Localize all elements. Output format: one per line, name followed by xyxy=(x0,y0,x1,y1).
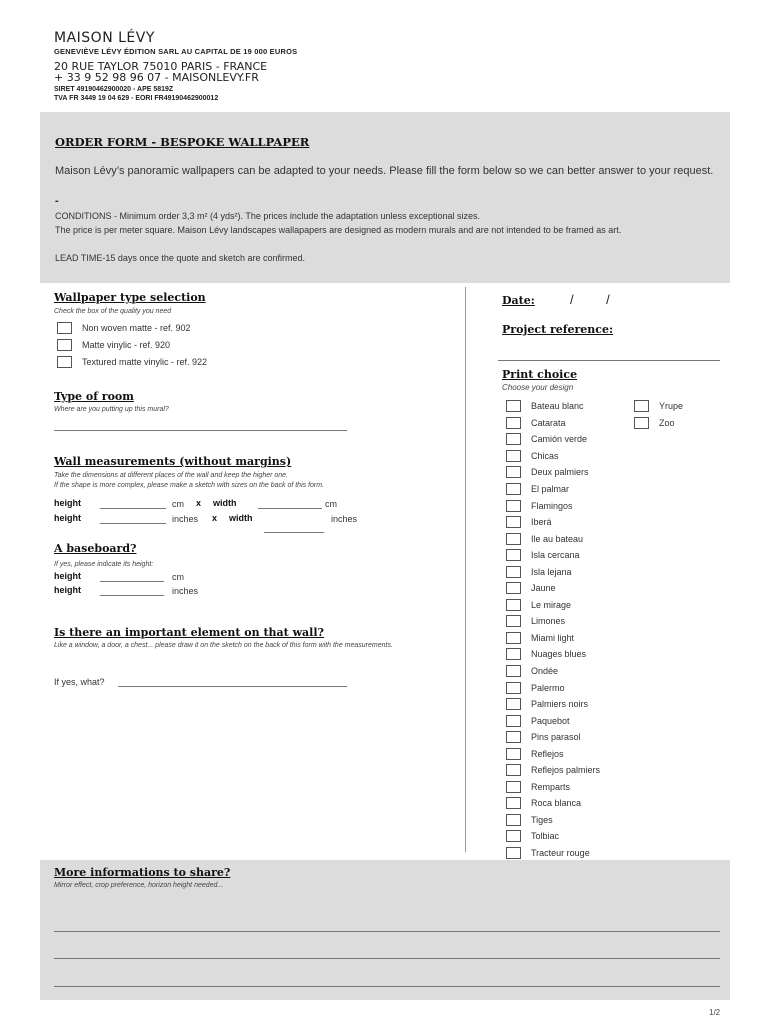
date-label: Date: xyxy=(502,294,535,307)
project-reference-field[interactable] xyxy=(498,360,720,361)
checkbox[interactable] xyxy=(506,648,521,660)
design-option[interactable]: Roca blanca xyxy=(506,795,600,812)
design-list-col1 xyxy=(506,398,600,861)
more-info-line-1[interactable] xyxy=(54,931,720,932)
intro-text: Maison Lévy’s panoramic wallpapers can be adapted to your needs. Please fill the form below so we can better answer to your request. xyxy=(55,165,714,177)
checkbox[interactable] xyxy=(506,516,521,528)
design-option[interactable]: El palmar xyxy=(506,481,600,498)
design-option[interactable]: Chicas xyxy=(506,448,600,465)
wallpaper-option-902[interactable]: Non woven matte - ref. 902 xyxy=(57,319,207,336)
design-option[interactable]: Zoo xyxy=(634,415,683,432)
if-yes-field[interactable] xyxy=(118,686,347,687)
checkbox[interactable] xyxy=(506,483,521,495)
wall-width-label-cm: width xyxy=(213,498,237,508)
checkbox[interactable] xyxy=(506,549,521,561)
siret-line: SIRET 49190462900020 - APE 5819Z xyxy=(54,86,174,93)
company-ids xyxy=(54,85,218,103)
checkbox[interactable] xyxy=(506,830,521,842)
wall-measurements-title: Wall measurements (without margins) xyxy=(54,455,292,468)
address-line-1: 20 RUE TAYLOR 75010 PARIS - FRANCE xyxy=(54,60,268,73)
checkbox[interactable] xyxy=(634,417,649,429)
checkbox[interactable] xyxy=(506,599,521,611)
checkbox[interactable] xyxy=(506,665,521,677)
design-option[interactable]: Isla lejana xyxy=(506,563,600,580)
baseboard-height-label-inches: height xyxy=(54,585,81,595)
wallpaper-type-title: Wallpaper type selection xyxy=(54,291,206,304)
baseboard-hint: If yes, please indicate its height: xyxy=(54,561,154,568)
lead-time-text: LEAD TIME-15 days once the quote and sketch are confirmed. xyxy=(55,253,305,263)
baseboard-title: A baseboard? xyxy=(54,542,137,555)
checkbox[interactable] xyxy=(506,433,521,445)
wall-height-inches-unit: inches xyxy=(172,514,199,524)
wall-width-inches-field[interactable] xyxy=(264,532,324,533)
times-sign: x xyxy=(196,498,202,508)
project-reference-label: Project reference: xyxy=(502,323,614,336)
design-option[interactable]: Flamingos xyxy=(506,497,600,514)
checkbox[interactable] xyxy=(57,339,72,351)
order-form-title: ORDER FORM - BESPOKE WALLPAPER xyxy=(55,135,310,149)
brand-name: MAISON LÉVY xyxy=(54,30,155,46)
times-sign: x xyxy=(212,513,218,523)
checkbox[interactable] xyxy=(506,715,521,727)
print-choice-title: Print choice xyxy=(502,368,578,381)
checkbox[interactable] xyxy=(506,698,521,710)
baseboard-inches-field[interactable] xyxy=(100,595,164,596)
checkbox[interactable] xyxy=(506,797,521,809)
baseboard-inches-unit: inches xyxy=(172,586,199,596)
checkbox[interactable] xyxy=(506,566,521,578)
important-element-title: Is there an important element on that wall? xyxy=(54,626,324,639)
design-option[interactable]: Yrupe xyxy=(634,398,683,415)
wall-height-label-inches: height xyxy=(54,513,81,523)
wallpaper-option-920[interactable]: Matte vinylic - ref. 920 xyxy=(57,336,207,353)
more-info-title: More informations to share? xyxy=(54,866,231,879)
design-list-col2 xyxy=(634,398,683,431)
vat-line: TVA FR 3449 19 04 629 - EORI FR49190462900012 xyxy=(54,95,219,102)
if-yes-label: If yes, what? xyxy=(54,677,105,687)
design-option[interactable]: Ile au bateau xyxy=(506,530,600,547)
date-separators: / / xyxy=(570,292,610,307)
checkbox[interactable] xyxy=(506,615,521,627)
checkbox[interactable] xyxy=(506,682,521,694)
baseboard-cm-unit: cm xyxy=(172,572,184,582)
design-option[interactable]: Tolbiac xyxy=(506,828,600,845)
design-option[interactable]: Palmiers noirs xyxy=(506,696,600,713)
design-option[interactable]: Camión verde xyxy=(506,431,600,448)
conditions-text xyxy=(55,209,725,237)
room-title: Type of room xyxy=(54,390,134,403)
design-option[interactable]: Reflejos palmiers xyxy=(506,762,600,779)
baseboard-cm-field[interactable] xyxy=(100,581,164,582)
checkbox[interactable] xyxy=(506,500,521,512)
conditions-line-2: The price is per meter square. Maison Lévy landscapes wallapapers are designed as modern murals and are not intended to be framed as art. xyxy=(55,225,622,235)
design-option[interactable]: Limones xyxy=(506,613,600,630)
important-element-hint: Like a window, a door, a chest... please draw it on the sketch on the back of this form with the measurements. xyxy=(54,642,393,649)
design-option[interactable]: Nuages blues xyxy=(506,646,600,663)
checkbox[interactable] xyxy=(506,847,521,859)
wall-height-label-cm: height xyxy=(54,498,81,508)
checkbox[interactable] xyxy=(506,582,521,594)
more-info-hint: Mirror effect, crop preference, horizon height needed... xyxy=(54,882,224,889)
checkbox[interactable] xyxy=(506,731,521,743)
print-choice-hint: Choose your design xyxy=(502,383,574,392)
checkbox[interactable] xyxy=(506,814,521,826)
checkbox[interactable] xyxy=(57,322,72,334)
wall-width-cm-field[interactable] xyxy=(258,508,322,509)
checkbox[interactable] xyxy=(57,356,72,368)
checkbox[interactable] xyxy=(506,400,521,412)
checkbox[interactable] xyxy=(506,781,521,793)
wall-hint-2: If the shape is more complex, please make a sketch with sizes on the back of this form. xyxy=(54,482,325,489)
room-input-line[interactable] xyxy=(54,430,347,431)
design-option[interactable]: Le mirage xyxy=(506,597,600,614)
address-block xyxy=(54,61,267,83)
checkbox[interactable] xyxy=(634,400,649,412)
design-option[interactable]: Jaune xyxy=(506,580,600,597)
design-option[interactable]: Bateau blanc xyxy=(506,398,600,415)
design-option[interactable]: Ondée xyxy=(506,663,600,680)
wallpaper-type-hint: Check the box of the quality you need xyxy=(54,308,172,315)
design-option[interactable]: Reflejos xyxy=(506,745,600,762)
page-number: 1/2 xyxy=(709,1008,721,1017)
checkbox[interactable] xyxy=(506,466,521,478)
more-info-line-3[interactable] xyxy=(54,986,720,987)
checkbox[interactable] xyxy=(506,764,521,776)
wall-width-cm-unit: cm xyxy=(325,499,337,509)
checkbox[interactable] xyxy=(506,632,521,644)
more-info-line-2[interactable] xyxy=(54,958,720,959)
wall-height-cm-field[interactable] xyxy=(100,508,166,509)
design-option[interactable]: Pins parasol xyxy=(506,729,600,746)
design-option[interactable]: Remparts xyxy=(506,779,600,796)
design-option[interactable]: Palermo xyxy=(506,679,600,696)
wall-height-inches-field[interactable] xyxy=(100,523,166,524)
design-option[interactable]: Iberá xyxy=(506,514,600,531)
design-option[interactable]: Isla cercana xyxy=(506,547,600,564)
wallpaper-option-922[interactable]: Textured matte vinylic - ref. 922 xyxy=(57,353,207,370)
design-option[interactable]: Tiges xyxy=(506,812,600,829)
wall-hint-1: Take the dimensions at different places of the wall and keep the higher one. xyxy=(54,472,289,479)
design-option[interactable]: Paquebot xyxy=(506,712,600,729)
baseboard-height-label-cm: height xyxy=(54,571,81,581)
wallpaper-type-options xyxy=(57,319,207,370)
design-option[interactable]: Tracteur rouge xyxy=(506,845,600,862)
intro-separator: - xyxy=(55,195,59,207)
column-divider xyxy=(465,287,466,852)
design-option[interactable]: Miami light xyxy=(506,630,600,647)
checkbox[interactable] xyxy=(506,748,521,760)
address-line-2: + 33 9 52 98 96 07 - MAISONLEVY.FR xyxy=(54,71,259,84)
checkbox[interactable] xyxy=(506,450,521,462)
checkbox[interactable] xyxy=(506,417,521,429)
wall-width-label-inches: width xyxy=(229,513,253,523)
design-option[interactable]: Catarata xyxy=(506,415,600,432)
wall-height-cm-unit: cm xyxy=(172,499,184,509)
checkbox[interactable] xyxy=(506,533,521,545)
wall-width-inches-unit: inches xyxy=(331,514,358,524)
conditions-line-1: CONDITIONS - Minimum order 3,3 m² (4 yds²). The prices include the adaptation unless exceptional sizes. xyxy=(55,211,480,221)
room-hint: Where are you putting up this mural? xyxy=(54,406,169,413)
design-option[interactable]: Deux palmiers xyxy=(506,464,600,481)
legal-line: GENEVIÈVE LÉVY ÉDITION SARL AU CAPITAL DE 19 000 EUROS xyxy=(54,47,298,56)
